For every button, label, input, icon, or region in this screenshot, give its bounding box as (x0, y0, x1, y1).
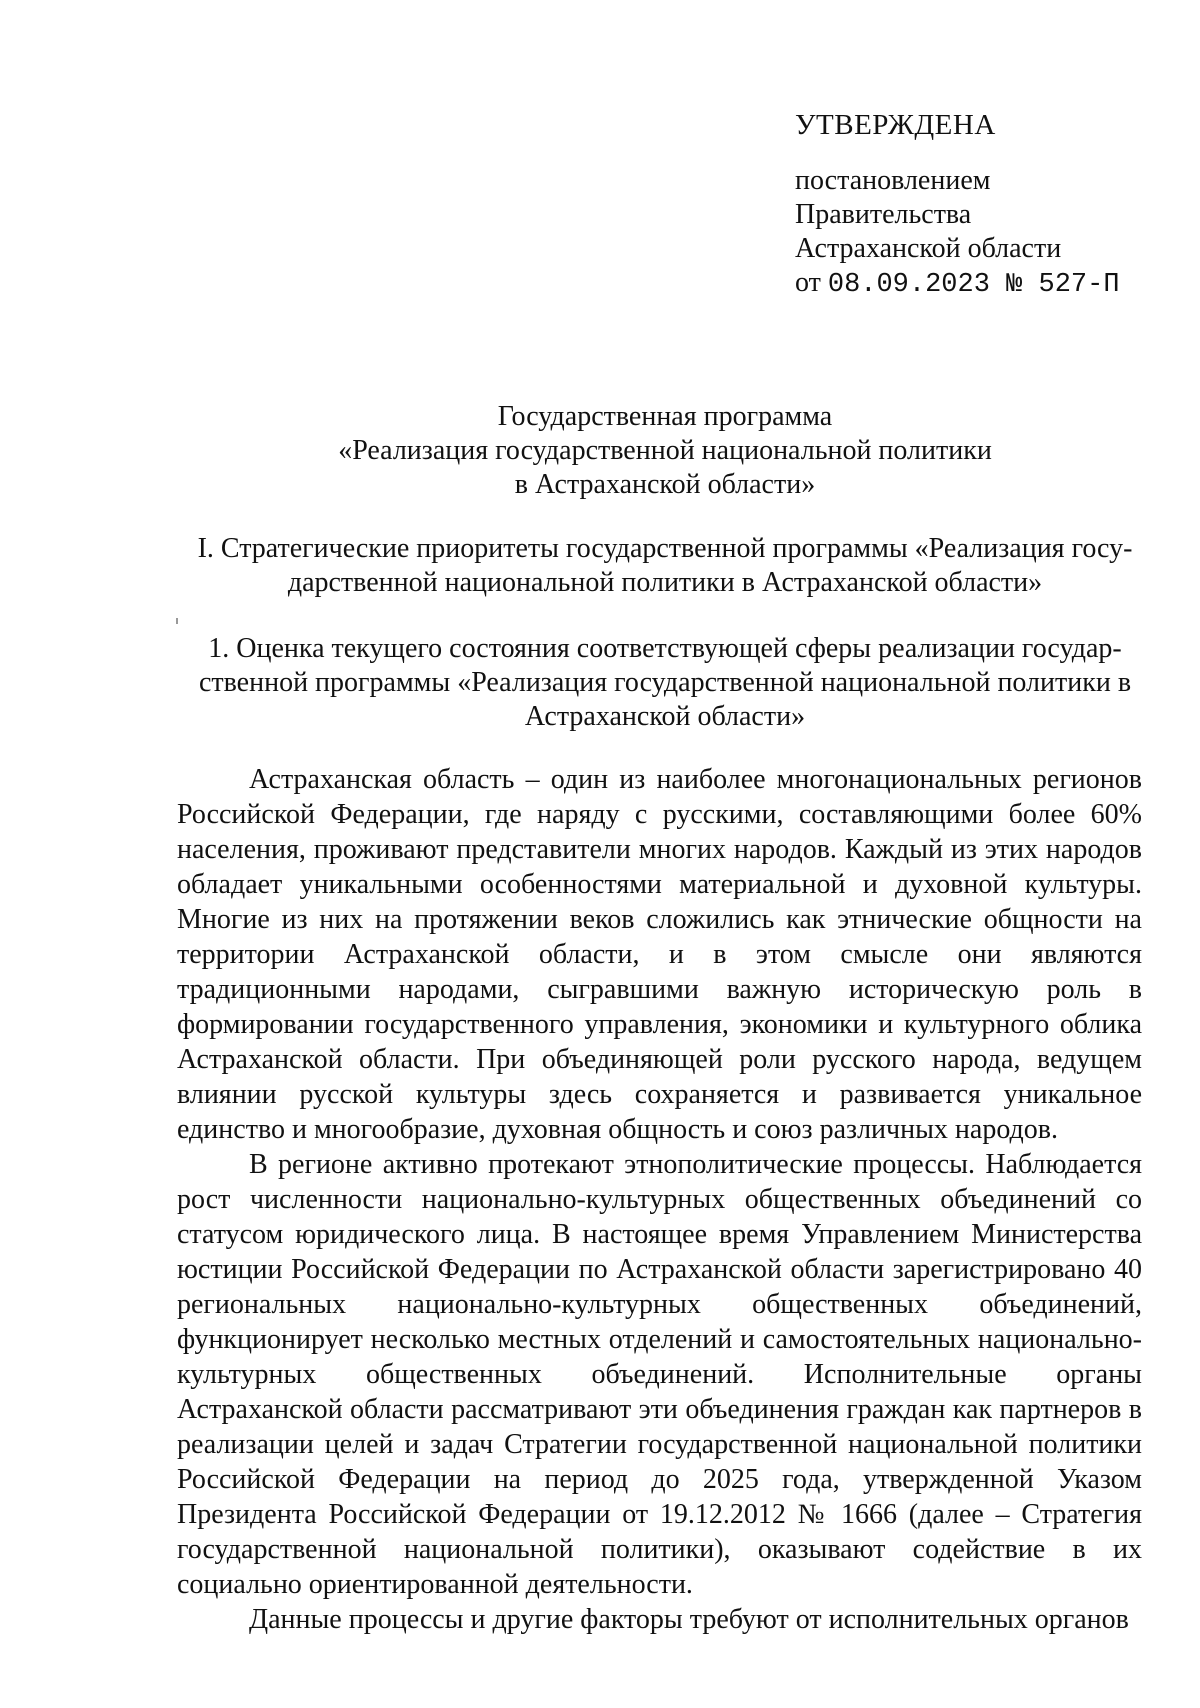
program-title-line-3: в Астраханской области» (514, 469, 816, 500)
program-title-line-1: Государственная программа (497, 401, 833, 432)
scan-mark (176, 618, 178, 624)
subsection-heading-line-3: Астраханской области» (524, 701, 806, 732)
body-text (177, 762, 1142, 1637)
approval-date-prefix: от (795, 267, 821, 298)
paragraph-1: Астраханская область – один из наиболее многонациональных регионов Российской Федерации, где наряду с русскими, составляющими более 60% населения, проживают представители многих народов. Каждый из этих народов обладает уникальными особенностями материальной и духовной культуры. Многие из них на протяжении веков сложились как этнические общности на территории Астраханской области, и в этом смысле они являются традиционными народами, сыгравшими важную историческую роль в формировании государственного управления, экономики и культурного облика Астраханской области. При объединяющей роли русского народа, ведущем влиянии русской культуры здесь сохраняется и развивается уникальное единство и многообразие, духовная общность и союз различных народов. (177, 764, 1142, 1145)
subsection-heading-line-1: 1. Оценка текущего состояния соответствующей сферы реализации государ- (208, 633, 1122, 664)
paragraph-2: В регионе активно протекают этнополитические процессы. Наблюдается рост численности национально-культурных общественных объединений со статусом юридического лица. В настоящее время Управлением Министерства юстиции Российской Федерации по Астраханской области зарегистрировано 40 региональных национально-культурных общественных объединений, функционирует несколько местных отделений и самостоятельных национально-культурных общественных объединений. Исполнительные органы Астраханской области рассматривают эти объединения граждан как партнеров в реализации целей и задач Стратегии государственной национальной политики Российской Федерации на период до 2025 года, утвержденной Указом Президента Российской Федерации от 19.12.2012 № 1666 (далее – Стратегия государственной национальной политики), оказывают содействие в их социально ориентированной деятельности. (177, 1149, 1142, 1600)
program-title (170, 400, 1160, 502)
approval-stamp-block (795, 108, 1175, 302)
section-heading-line-1: I. Стратегические приоритеты государственной программы «Реализация госу- (197, 533, 1133, 564)
approved-label: УТВЕРЖДЕНА (795, 109, 996, 141)
section-heading (170, 532, 1160, 600)
approval-line-government: Правительства (795, 199, 972, 230)
subsection-heading (170, 632, 1160, 734)
approval-date-line (795, 266, 1175, 302)
section-heading-line-2: дарственной национальной политики в Астраханской области» (287, 567, 1043, 598)
approval-date-number: 08.09.2023 № 527-П (827, 270, 1120, 300)
approval-line-region: Астраханской области (795, 233, 1062, 264)
paragraph-3: Данные процессы и другие факторы требуют от исполнительных органов (249, 1604, 1129, 1635)
approval-line-resolution: постановлением (795, 165, 991, 196)
subsection-heading-line-2: ственной программы «Реализация государственной национальной политики в (198, 667, 1132, 698)
program-title-line-2: «Реализация государственной национальной политики (338, 435, 992, 466)
